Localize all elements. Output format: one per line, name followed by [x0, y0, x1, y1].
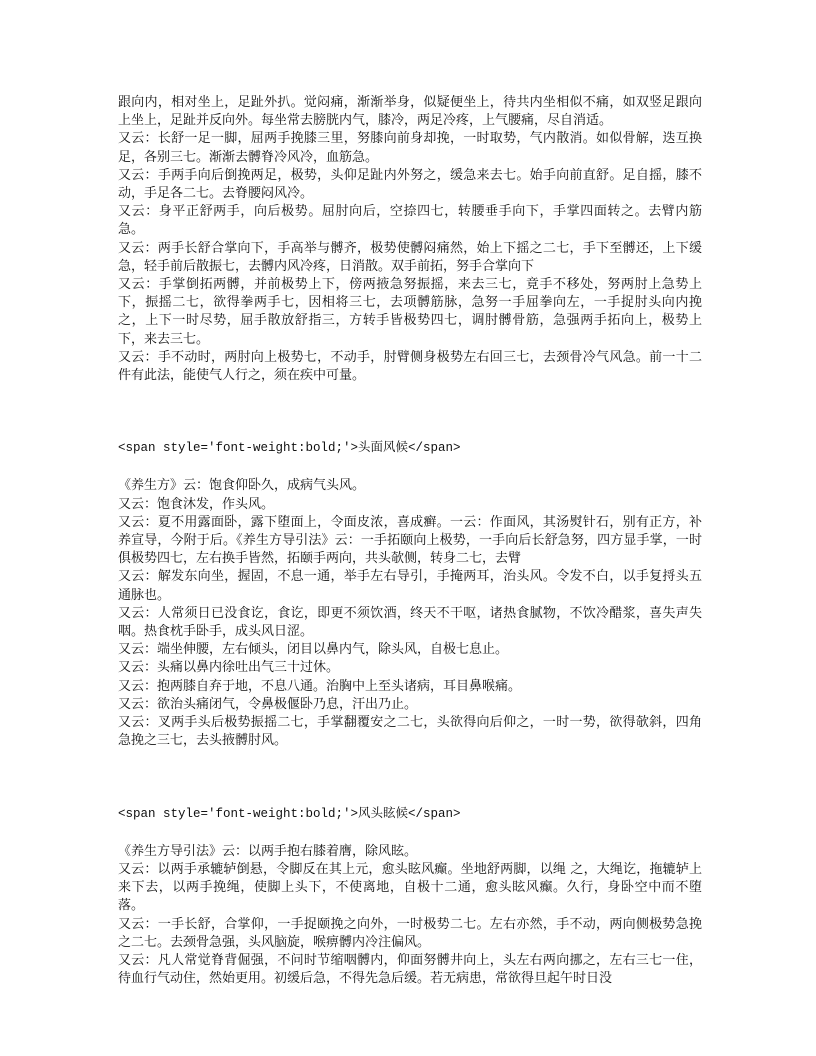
- paragraph: 又云：凡人常觉脊背倔强，不问时节缩咽髆内，仰面努髆井向上，头左右两向挪之，左右三七一住，待血行气动住，然始更用。初缓后急，不得先急后缓。若无病患，常欲得旦起午时日没: [118, 952, 702, 987]
- paragraph: 又云：长舒一足一脚，屈两手挽膝三里，努膝向前身却挽，一时取势，气内散消。如似骨解，迭互换足，各别三七。渐渐去髆脊冷风冷，血筋急。: [118, 131, 702, 165]
- document-page: [118, 94, 702, 988]
- paragraph: 又云：夏不用露面卧，露下堕面上，令面皮浓，喜成癣。一云：作面风，其汤熨针石，别有正方，补养宣导，今附于后。《养生方导引法》云：一手拓颐向上极势，一手向后长舒急努，四方显手掌，一时俱极势四七，左右换手皆然，拓颐手两向，共头欹侧，转身二七，去臂: [118, 514, 702, 567]
- paragraph: 《养生方导引法》云：以两手抱右膝着膺，除风眩。: [118, 843, 418, 859]
- paragraph: 又云：叉两手头后极势振摇二七，手掌翻覆安之二七，头欲得向后仰之，一时一势，欲得欹斜，四角急挽之三七，去头掖髆肘风。: [118, 715, 702, 749]
- paragraph: 又云：头痛以鼻内徐吐出气三十过休。: [118, 660, 340, 676]
- paragraph: 又云：手掌倒拓两髆，并前极势上下，傍两掖急努振摇，来去三七，竟手不移处，努两肘上急势上下，振摇二七，欲得拳两手七，因相将三七，去项髆筋脉，急努一手屈拳向左，一手捉肘头向内挽之，上下一时尽势，屈手散放舒指三，方转手皆极势四七，调肘髆骨筋，急强两手拓向上，极势上下，来去三七。: [118, 277, 702, 347]
- paragraph: 又云：一手长舒，合掌仰，一手捉颐挽之向外，一时极势二七。左右亦然，手不动，两向侧极势急挽之二七。去颈骨急强，头风脑旋，喉痹髆内冷注偏风。: [118, 916, 702, 950]
- paragraph: 又云：身平正舒两手，向后极势。屈肘向后，空捺四七，转腰垂手向下，手掌四面转之。去臂内筋急。: [118, 204, 702, 238]
- section-heading: <span style='font-weight:bold;'>头面风候</span>: [118, 441, 461, 456]
- paragraph: 跟向内，相对坐上，足趾外扒。觉闷痛，渐渐举身，似疑便坐上，待共内坐相似不痛，如双竖足跟向上坐上，足趾并反向外。每坐常去膀胱内气，膝冷，两足冷疼，上气腰痛，尽自消适。: [118, 95, 702, 129]
- section-intro: [118, 94, 702, 385]
- paragraph: 又云：手不动时，两肘向上极势七，不动手，肘臂侧身极势左右回三七，去颈骨冷气风急。前一十二件有此法，能使气人行之，须在疾中可量。: [118, 349, 702, 384]
- section-wind-head-dizziness: [118, 805, 702, 989]
- paragraph: 又云：两手长舒合掌向下，手高举与髆齐，极势使髆闷痛然，始上下摇之二七，手下至髆还，上下缓急，轻手前后散振七，去髆内风冷疼，日消散。双手前拓，努手合掌向下: [118, 240, 702, 274]
- paragraph: 又云：以两手承辘轳倒悬，令脚反在其上元，愈头眩风癫。坐地舒两脚，以绳 之，大绳讫，拖辘轳上来下去，以两手挽绳，使脚上头下，不使离地，自极十二通，愈头眩风癫。久行，身卧空中而不堕落。: [118, 861, 702, 914]
- section-head-face-wind: [118, 439, 702, 750]
- paragraph: 又云：手两手向后倒挽两足，极势，头仰足趾内外努之，缓急来去七。始手向前直舒。足自摇，膝不动，手足各二七。去脊腰闷风冷。: [118, 167, 702, 202]
- paragraph: 又云：饱食沐发，作头风。: [118, 496, 275, 512]
- section-heading: <span style='font-weight:bold;'>风头眩候</span>: [118, 806, 461, 821]
- paragraph: 又云：欲治头痛闭气，令鼻极偃卧乃息，汗出乃止。: [118, 696, 418, 712]
- paragraph: 又云：端坐伸腰，左右倾头，闭目以鼻内气，除头风，自极七息止。: [118, 642, 509, 658]
- paragraph: 又云：解发东向坐，握固，不息一通，举手左右导引，手掩两耳，治头风。令发不白，以手复捋头五通脉也。: [118, 569, 702, 603]
- paragraph: 又云：抱两膝自弃于地，不息八通。治胸中上至头诸病，耳目鼻喉痛。: [118, 678, 522, 694]
- paragraph: 《养生方》云：饱食仰卧久，成病气头风。: [118, 478, 366, 494]
- paragraph: 又云：人常须日已没食讫，食讫，即更不须饮酒，终天不干呕，诸热食腻物，不饮冷醋浆，喜失声失咽。热食枕手卧手，成头风日涩。: [118, 605, 702, 640]
